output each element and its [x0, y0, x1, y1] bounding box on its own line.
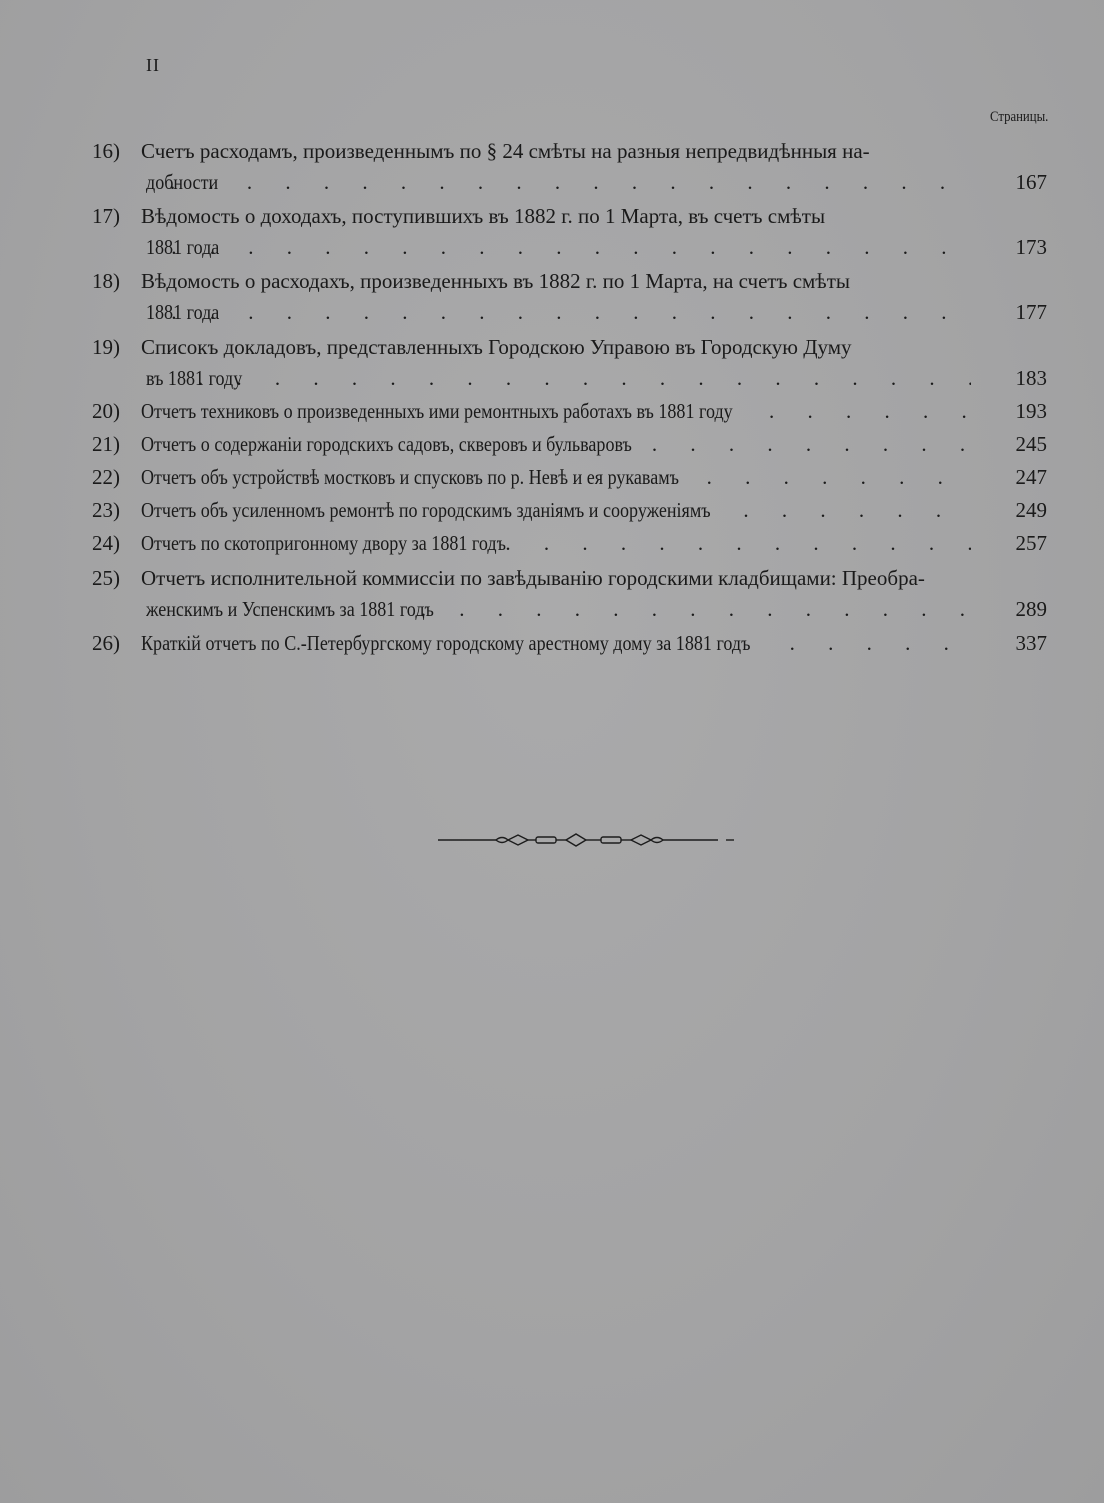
- entry-title: Списокъ докладовъ, представленныхъ Городскою Управою въ Городскую Думу: [141, 335, 852, 359]
- entry-page: 173: [1015, 235, 1047, 259]
- dot-leader: [171, 297, 971, 327]
- entry-title-cont: 1881 года: [146, 300, 220, 324]
- entry-number: 17): [92, 204, 120, 228]
- dot-leader: [652, 429, 971, 459]
- dot-leader: [171, 232, 971, 262]
- entry-title: Вѣдомость о доходахъ, поступившихъ въ 1882 г. по 1 Марта, въ счетъ смѣты: [141, 204, 826, 228]
- entry-page: 247: [1015, 465, 1047, 489]
- entry-title: Отчетъ по скотопригонному двору за 1881 годъ: [141, 531, 506, 555]
- entry-title: Отчетъ техниковъ о произведенныхъ ими ремонтныхъ работахъ въ 1881 году: [141, 399, 733, 423]
- dot-leader: [790, 628, 971, 658]
- entry-page: 167: [1015, 170, 1047, 194]
- entry-number: 25): [92, 566, 120, 590]
- pages-column-header: Страницы.: [990, 109, 1049, 125]
- entry-title-cont: добности: [146, 170, 219, 194]
- page-number: II: [146, 55, 160, 75]
- entry-title-cont: женскимъ и Успенскимъ за 1881 годъ: [146, 597, 434, 621]
- entry-title: Отчетъ исполнительной коммиссіи по завѣдыванію городскими кладбищами: Преобра-: [141, 566, 925, 590]
- entry-page: 289: [1015, 597, 1047, 621]
- entry-title: Краткій отчетъ по С.-Петербургскому городскому арестному дому за 1881 годъ: [141, 631, 751, 655]
- entry-number: 16): [92, 139, 120, 163]
- entry-number: 26): [92, 631, 120, 655]
- entry-number: 20): [92, 399, 120, 423]
- dot-leader: [743, 495, 971, 525]
- dot-leader: [505, 528, 971, 558]
- dot-leader: [198, 363, 971, 393]
- entry-title: Отчетъ о содержаніи городскихъ садовъ, скверовъ и бульваровъ: [141, 432, 632, 456]
- entry-page: 193: [1015, 399, 1047, 423]
- entry-number: 19): [92, 335, 120, 359]
- entry-number: 24): [92, 531, 120, 555]
- entry-page: 257: [1015, 531, 1047, 555]
- dot-leader: [421, 594, 971, 624]
- entry-title: Счетъ расходамъ, произведеннымъ по § 24 смѣты на разныя непредвидѣнныя на-: [141, 139, 870, 163]
- entry-title: Отчетъ объ усиленномъ ремонтѣ по городскимъ зданіямъ и сооруженіямъ: [141, 498, 711, 522]
- entry-page: 183: [1015, 366, 1047, 390]
- entry-page: 337: [1015, 631, 1047, 655]
- ornament-divider-icon: [436, 829, 736, 851]
- entry-title-cont: въ 1881 году: [146, 366, 243, 390]
- dot-leader: [170, 167, 971, 197]
- entry-title: Отчетъ объ устройствѣ мостковъ и спусковъ по р. Невѣ и ея рукавамъ: [141, 465, 680, 489]
- entry-number: 18): [92, 269, 120, 293]
- entry-number: 23): [92, 498, 120, 522]
- entry-title: Вѣдомость о расходахъ, произведенныхъ въ 1882 г. по 1 Марта, на счетъ смѣты: [141, 269, 850, 293]
- dot-leader: [707, 462, 971, 492]
- entry-page: 245: [1015, 432, 1047, 456]
- dot-leader: [769, 396, 971, 426]
- entry-page: 249: [1015, 498, 1047, 522]
- entry-title-cont: 1881 года: [146, 235, 220, 259]
- entry-number: 21): [92, 432, 120, 456]
- entry-page: 177: [1015, 300, 1047, 324]
- entry-number: 22): [92, 465, 120, 489]
